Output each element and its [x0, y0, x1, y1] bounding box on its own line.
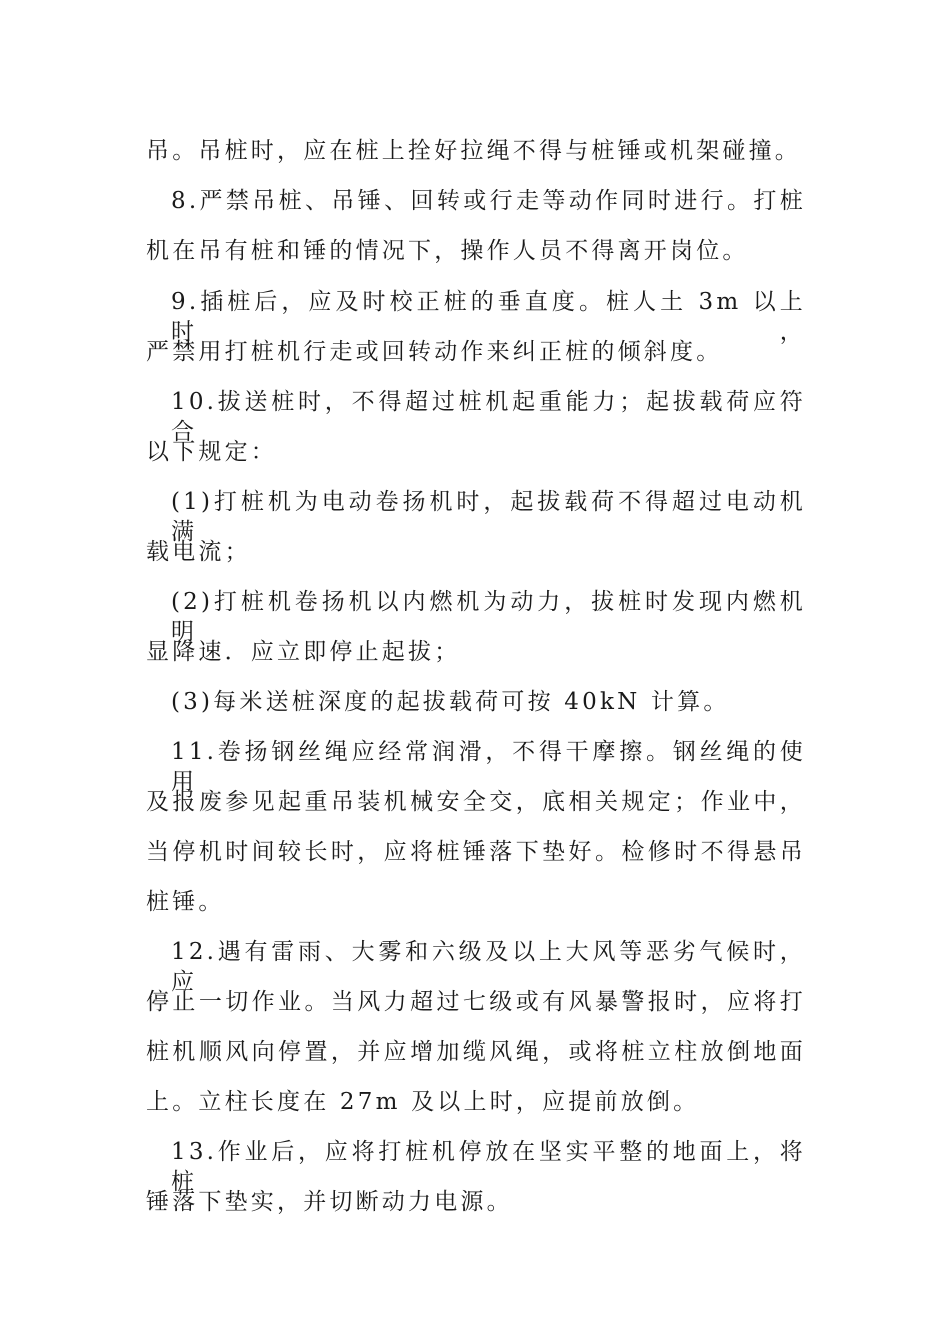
text-line: 8.严禁吊桩、吊锤、回转或行走等动作同时进行。打桩 [171, 188, 806, 214]
text-line: 11.卷扬钢丝绳应经常润滑，不得干摩擦。钢丝绳的使用 [171, 739, 806, 795]
text-line: (2)打桩机卷扬机以内燃机为动力，拔桩时发现内燃机明 [171, 589, 806, 645]
text-line: 显降速．应立即停止起拔； [146, 639, 461, 665]
text-line: 当停机时间较长时，应将桩锤落下垫好。检修时不得悬吊 [146, 839, 806, 865]
text-line: 锤落下垫实，并切断动力电源。 [146, 1189, 513, 1215]
text-line: 载电流； [146, 539, 251, 565]
text-line: 吊。吊桩时，应在桩上拴好拉绳不得与桩锤或机架碰撞。 [146, 138, 801, 164]
text-line: 桩锤。 [146, 889, 225, 915]
text-line: 13.作业后，应将打桩机停放在坚实平整的地面上，将桩 [171, 1139, 806, 1195]
text-line: 桩机顺风向停置，并应增加缆风绳，或将桩立柱放倒地面 [146, 1039, 806, 1065]
text-line: 严禁用打桩机行走或回转动作来纠正桩的倾斜度。 [146, 339, 723, 365]
text-line: 停止一切作业。当风力超过七级或有风暴警报时，应将打 [146, 989, 806, 1015]
text-line: 以下规定： [146, 439, 277, 465]
text-line: (1)打桩机为电动卷扬机时，起拔载荷不得超过电动机满 [171, 489, 806, 545]
text-line: 及报废参见起重吊装机械安全交，底相关规定；作业中， [146, 789, 806, 815]
text-line: (3)每米送桩深度的起拔载荷可按 40kN 计算。 [171, 689, 730, 715]
text-line: 机在吊有桩和锤的情况下，操作人员不得离开岗位。 [146, 238, 749, 264]
text-line: 上。立柱长度在 27m 及以上时，应提前放倒。 [146, 1089, 700, 1115]
text-line: 12.遇有雷雨、大雾和六级及以上大风等恶劣气候时，应 [171, 939, 806, 995]
text-line: 10.拔送桩时，不得超过桩机起重能力；起拔载荷应符合 [171, 389, 806, 445]
text-line: 9.插桩后，应及时校正桩的垂直度。桩人土 3m 以上时， [171, 289, 806, 345]
